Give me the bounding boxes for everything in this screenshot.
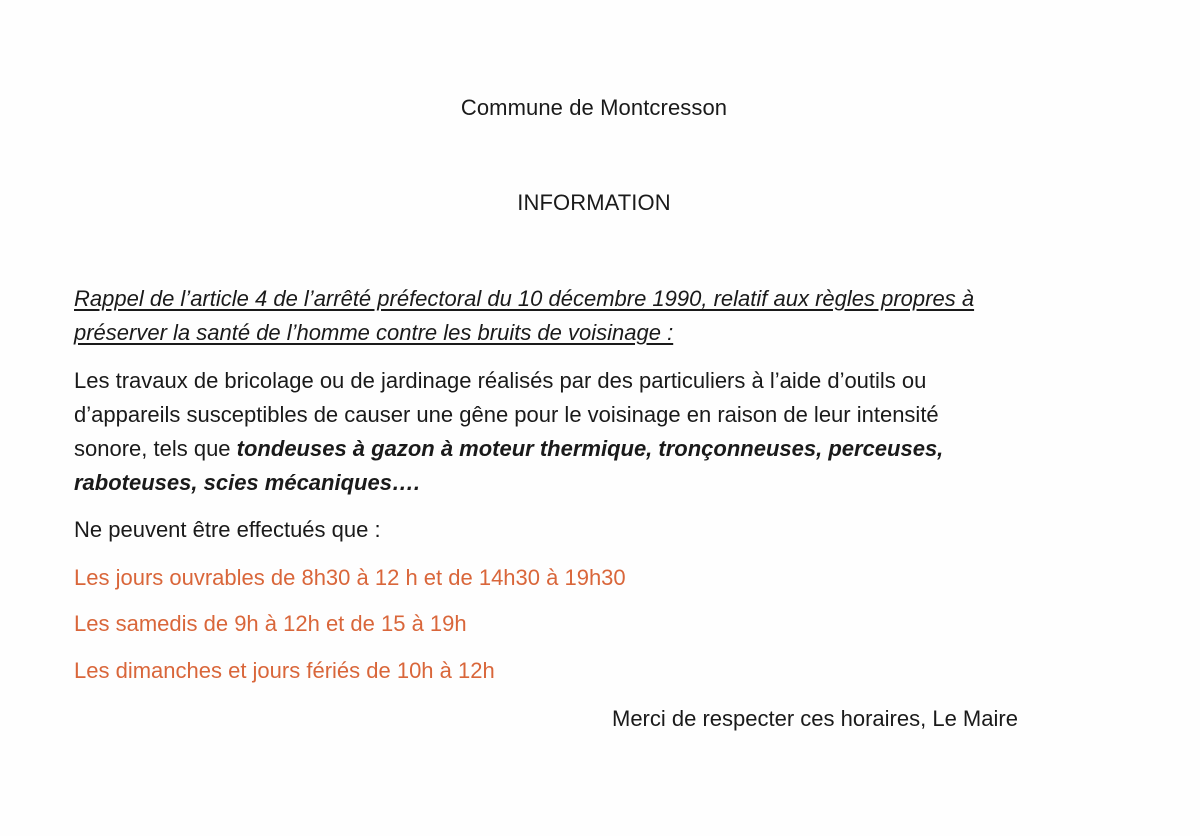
rappel-line-2: préserver la santé de l’homme contre les bruits de voisinage : [74,320,674,345]
commune-name: Commune de Montcresson [460,95,728,120]
body-line-1: Les travaux de bricolage ou de jardinage réalisés par des particuliers à l’aide d’outils ou [74,368,927,393]
schedule-sundays-holidays: Les dimanches et jours fériés de 10h à 12h [74,658,495,683]
body-paragraph [74,364,1084,500]
document-title: INFORMATION [517,190,671,215]
rappel-line-1: Rappel de l’article 4 de l’arrêté préfectoral du 10 décembre 1990, relatif aux règles propres à [74,286,975,311]
body-line-3-emphasis: tondeuses à gazon à moteur thermique, tronçonneuses, perceuses, [236,436,944,461]
schedule-saturdays: Les samedis de 9h à 12h et de 15 à 19h [74,611,467,636]
rappel-paragraph [74,282,1084,350]
body-line-2: d’appareils susceptibles de causer une gêne pour le voisinage en raison de leur intensité [74,402,939,427]
conditions-intro: Ne peuvent être effectués que : [74,517,381,542]
body-line-3-prefix: sonore, tels que [74,436,237,461]
body-line-4-emphasis: raboteuses, scies mécaniques…. [74,470,421,495]
schedule-weekdays: Les jours ouvrables de 8h30 à 12 h et de 14h30 à 19h30 [74,565,626,590]
body-line-3 [74,432,1084,466]
closing-signature: Merci de respecter ces horaires, Le Maire [612,706,1018,731]
